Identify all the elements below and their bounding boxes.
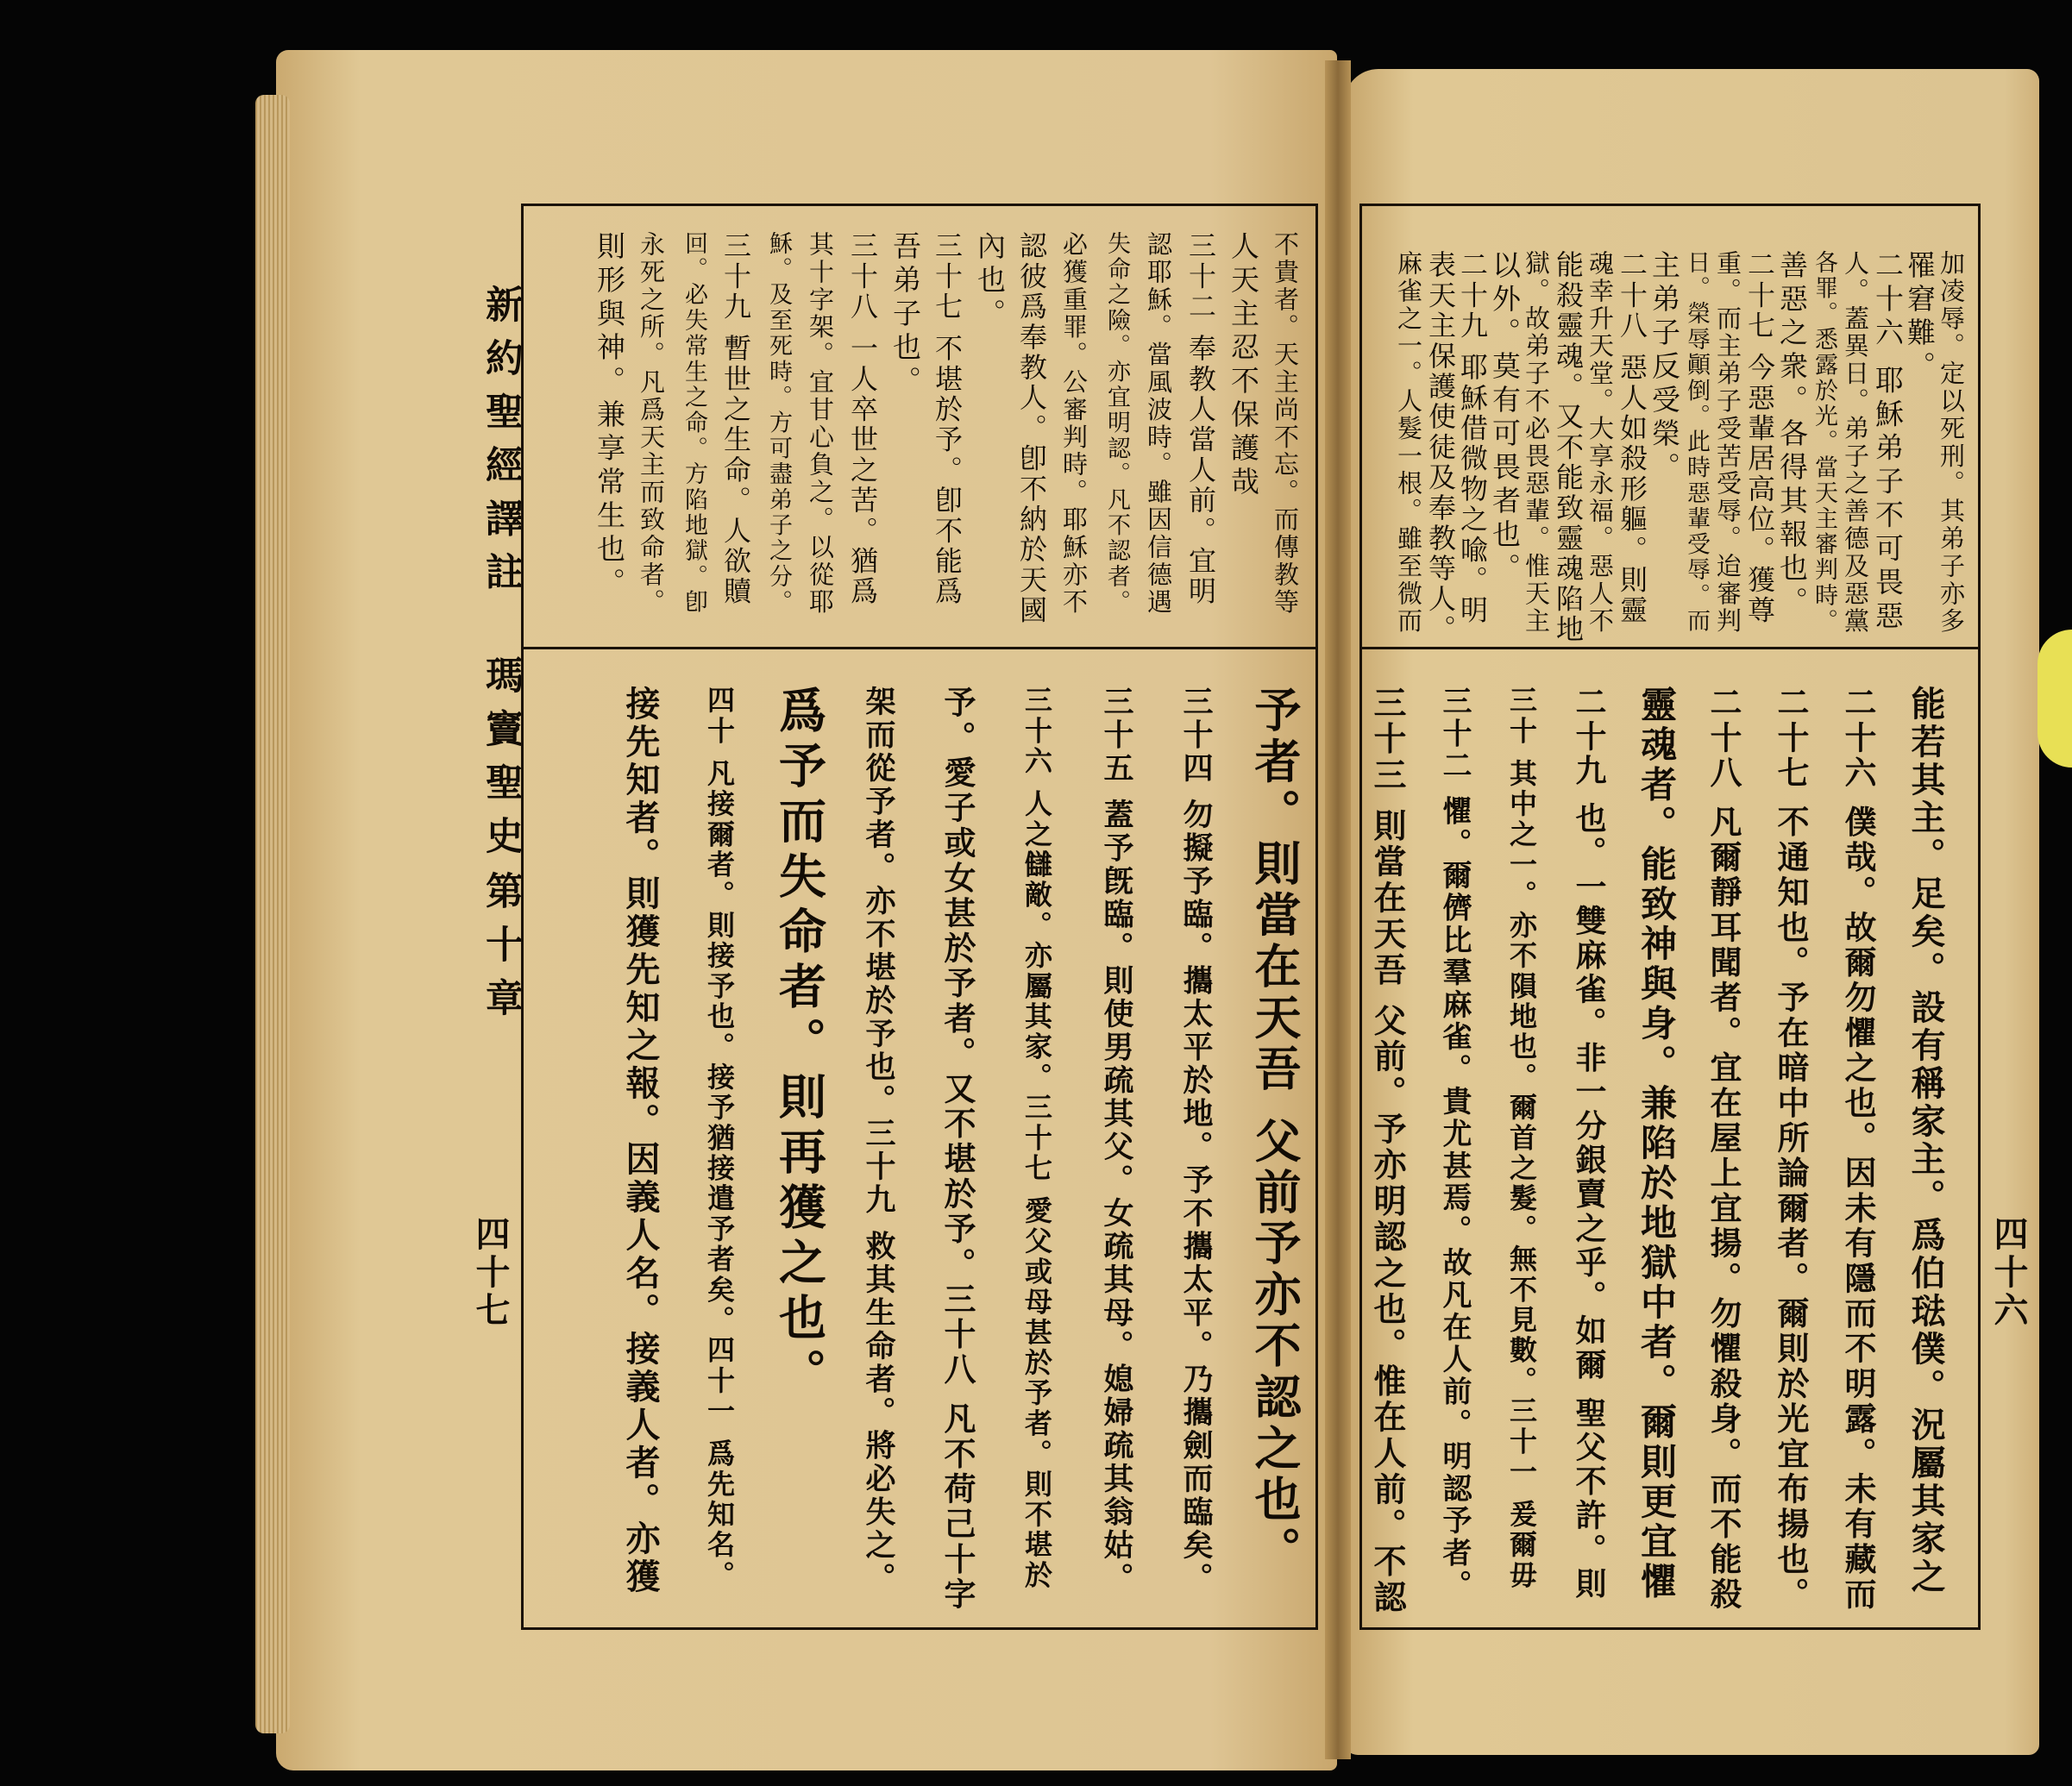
text-column: 二十九 也。一雙麻雀。非一分銀賣之乎。如爾 聖父不許。則 <box>1571 686 1607 1601</box>
note-column: 認耶穌。當風波時。雖因信德遇 <box>1144 231 1173 617</box>
translator-name: 瑪竇聖史 <box>479 655 523 869</box>
note-column: 人。蓋異日。弟子之善德及惡黨 <box>1841 250 1870 636</box>
note-column: 失命之險。亦宜明認。凡不認者。 <box>1103 231 1130 616</box>
note-column: 日。榮辱顚倒。此時惡輩受辱。而 <box>1683 250 1710 635</box>
note-column: 穌。及至死時。方可盡弟子之分。 <box>765 231 792 616</box>
note-column: 能殺靈魂。又不能致靈魂陷地 <box>1552 250 1585 645</box>
note-column: 主弟子反受榮。 <box>1648 250 1681 486</box>
text-column: 二十六 僕哉。故爾勿懼之也。因未有隱而不明露。未有藏而 <box>1839 686 1877 1613</box>
text-column: 三十三 則當在天吾 父前。予亦明認之也。惟在人前。不認 <box>1368 686 1407 1617</box>
book-gutter <box>1325 60 1351 1759</box>
text-column: 四十 凡接爾者。則接予也。接予猶接遣予者矣。四十一 爲先知名。 <box>703 686 736 1591</box>
left-notes-divider <box>521 647 1318 649</box>
note-column: 魂幸升天堂。大享永福。惡人不 <box>1585 250 1615 636</box>
text-column: 三十四 勿擬予臨。攜太平於地。予不攜太平。乃攜劍而臨矣。 <box>1178 686 1214 1596</box>
note-column: 其十字架。宜甘心負之。以從耶 <box>806 231 835 617</box>
note-column: 內也。 <box>973 231 1007 332</box>
note-column: 善惡之衆。各得其報也。 <box>1775 250 1809 620</box>
note-column: 永死之所。凡爲天主而致命者。 <box>637 231 666 617</box>
text-column: 二十八 凡爾靜耳聞者。宜在屋上宜揚。勿懼殺身。而不能殺 <box>1705 686 1742 1613</box>
note-column: 認彼爲奉教人。卽不納於天國 <box>1015 231 1048 626</box>
text-column: 爲予而失命者。則再獲之也。 <box>771 686 827 1403</box>
note-column: 二十七 今惡輩居高位。獲尊 <box>1743 250 1776 626</box>
note-column: 不貴者。天主尚不忘。而傳教等 <box>1271 231 1300 617</box>
note-column: 三十二 奉教人當人前。宜明 <box>1184 231 1217 607</box>
text-column: 架而從予者。亦不堪於予也。三十九 救其生命者。將必失之。 <box>861 686 896 1596</box>
right-notes-divider <box>1359 647 1981 649</box>
note-column: 各罪。悉露於光。當天主審判時。 <box>1811 250 1837 635</box>
note-column: 二十六 耶穌弟子不可畏惡 <box>1871 250 1905 635</box>
chapter-label: 第十章 <box>479 871 523 1031</box>
note-column: 二十八 惡人如殺形軀。則靈 <box>1616 250 1648 626</box>
page-number-right: 四十六 <box>1988 1216 2029 1330</box>
text-column: 予者。則當在天吾 父前予亦不認之也。 <box>1247 686 1303 1577</box>
text-column: 三十六 人之讎敵。亦屬其家。三十七 愛父或母甚於予者。則不堪於 <box>1020 686 1053 1591</box>
text-column: 靈魂者。能致神與身。兼陷於地獄中者。爾則更宜懼 <box>1636 686 1678 1602</box>
note-column: 麻雀之一。人髮一根。雖至微而 <box>1394 250 1423 636</box>
text-column: 二十七 不通知也。予在暗中所論爾者。爾則於光宜布揚也。 <box>1772 686 1810 1613</box>
note-column: 重。而主弟子受苦受辱。迨審判 <box>1713 250 1742 636</box>
page-edges <box>255 95 290 1733</box>
text-column: 能若其主。足矣。設有稱家主。爲伯琺僕。況屬其家之 <box>1906 686 1946 1596</box>
text-column: 三十二 懼。爾儕比羣麻雀。貴尤甚焉。故凡在人前。明認予者。 <box>1437 686 1472 1602</box>
note-column: 吾弟子也。 <box>888 231 922 399</box>
note-column: 三十七 不堪於予。卽不能爲 <box>931 231 964 607</box>
note-column: 以外。莫有可畏者也。 <box>1488 250 1522 586</box>
note-column: 回。必失常生之命。方陷地獄。卽 <box>681 231 707 616</box>
note-column: 二十九 耶穌借微物之喩。明 <box>1456 250 1489 626</box>
page-number-left: 四十七 <box>470 1216 511 1330</box>
note-column: 人天主忍不保護哉 <box>1227 231 1260 500</box>
note-column: 三十八 一人卒世之苦。猶爲 <box>846 231 879 607</box>
note-column: 罹窘難。 <box>1903 250 1937 385</box>
note-column: 三十九 暫世之生命。人欲贖 <box>719 231 752 607</box>
book-title: 新約聖經譯註 <box>479 285 523 605</box>
note-column: 則形與神。兼享常生也。 <box>593 231 626 601</box>
note-column: 必獲重罪。公審判時。耶穌亦不 <box>1059 231 1089 617</box>
text-column: 三十五 蓋予旣臨。則使男疏其父。女疏其母。媳婦疏其翁姑。 <box>1099 686 1134 1596</box>
text-column: 三十 其中之一。亦不隕地也。爾首之髮。無不見數。三十一 爰爾毋 <box>1505 686 1538 1591</box>
note-column: 表天主保護使徒及奉教等人。 <box>1424 250 1457 645</box>
note-column: 加凌辱。定以死刑。其弟子亦多 <box>1937 250 1966 636</box>
text-column: 予。愛子或女甚於予者。又不堪於予。三十八 凡不荷己十字 <box>939 686 976 1613</box>
note-column: 獄。故弟子不必畏惡輩。惟天主 <box>1522 250 1551 636</box>
text-column: 接先知者。則獲先知之報。因義人名。接義人者。亦獲 <box>620 686 661 1596</box>
bookmark-tab <box>2037 630 2072 768</box>
